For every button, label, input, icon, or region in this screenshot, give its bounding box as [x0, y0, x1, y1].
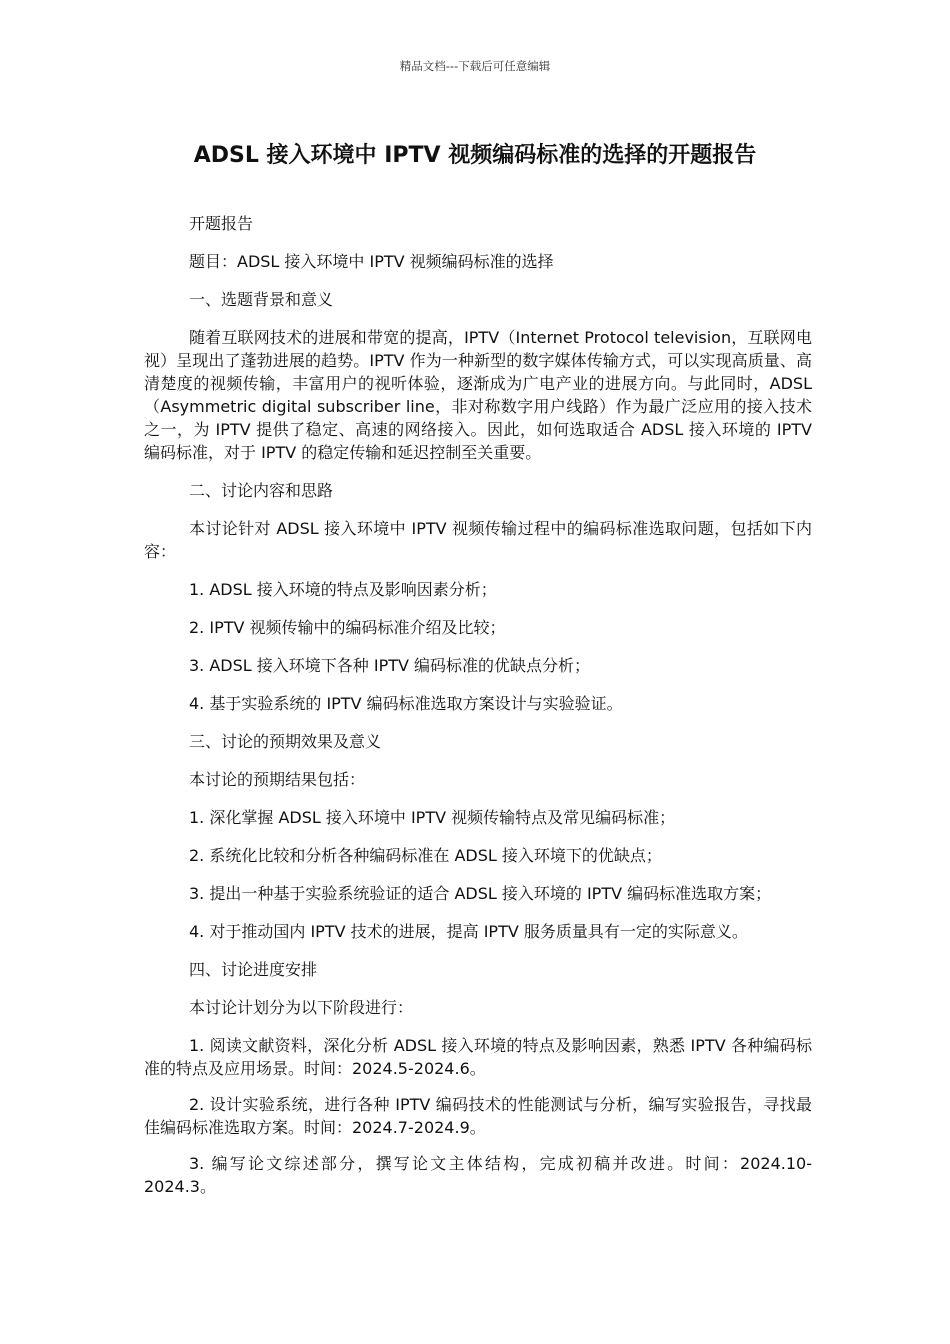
section-heading-expected: 三、讨论的预期效果及意义	[189, 732, 382, 751]
background-paragraph: 随着互联网技术的进展和带宽的提高，IPTV（Internet Protocol television，互联网电视）呈现出了蓬勃进展的趋势。IPTV 作为一种新型的数字媒体传输方式，可以实现高质量、高清楚度的视频传输，丰富用户的视听体验，逐渐成为广电产业的进展方向。与此同时，ADSL（Asymmetric digital subscriber line，非对称数字用户线路）作为最广泛应用的接入技术之一，为 IPTV 提供了稳定、高速的网络接入。因此，如何选取适合 ADSL 接入环境的 IPTV 编码标准，对于 IPTV 的稳定传输和延迟控制至关重要。	[144, 328, 812, 462]
document-body	[144, 212, 812, 1211]
content-item-4: 4. 基于实验系统的 IPTV 编码标准选取方案设计与实验验证。	[189, 694, 623, 713]
schedule-item-2: 2. 设计实验系统，进行各种 IPTV 编码技术的性能测试与分析，编写实验报告，寻找最佳编码标准选取方案。时间：2024.7-2024.9。	[144, 1095, 812, 1137]
schedule-intro: 本讨论计划分为以下阶段进行：	[189, 998, 414, 1017]
schedule-item-1: 1. 阅读文献资料，深化分析 ADSL 接入环境的特点及影响因素，熟悉 IPTV 各种编码标准的特点及应用场景。时间：2024.5-2024.6。	[144, 1036, 812, 1078]
section-heading-background: 一、选题背景和意义	[189, 290, 334, 309]
expected-item-1: 1. 深化掌握 ADSL 接入环境中 IPTV 视频传输特点及常见编码标准；	[189, 808, 676, 827]
section-heading-schedule: 四、讨论进度安排	[189, 960, 318, 979]
expected-intro: 本讨论的预期结果包括：	[189, 770, 366, 789]
document-title: ADSL 接入环境中 IPTV 视频编码标准的选择的开题报告	[193, 143, 757, 168]
content-item-3: 3. ADSL 接入环境下各种 IPTV 编码标准的优缺点分析；	[189, 656, 591, 675]
expected-item-3: 3. 提出一种基于实验系统验证的适合 ADSL 接入环境的 IPTV 编码标准选取方案；	[189, 884, 772, 903]
content-item-2: 2. IPTV 视频传输中的编码标准介绍及比较；	[189, 618, 506, 637]
expected-item-2: 2. 系统化比较和分析各种编码标准在 ADSL 接入环境下的优缺点；	[189, 846, 662, 865]
section-heading-content: 二、讨论内容和思路	[189, 481, 334, 500]
header-note: 精品文档---下载后可任意编辑	[399, 59, 551, 73]
report-label: 开题报告	[189, 214, 254, 233]
schedule-item-3: 3. 编写论文综述部分，撰写论文主体结构，完成初稿并改进。时间：2024.10-2024.3。	[144, 1154, 812, 1196]
content-item-1: 1. ADSL 接入环境的特点及影响因素分析；	[189, 580, 497, 599]
content-intro-paragraph: 本讨论针对 ADSL 接入环境中 IPTV 视频传输过程中的编码标准选取问题，包括如下内容：	[144, 519, 812, 561]
topic-line: 题目：ADSL 接入环境中 IPTV 视频编码标准的选择	[189, 252, 554, 271]
expected-item-4: 4. 对于推动国内 IPTV 技术的进展，提高 IPTV 服务质量具有一定的实际意义。	[189, 922, 748, 941]
